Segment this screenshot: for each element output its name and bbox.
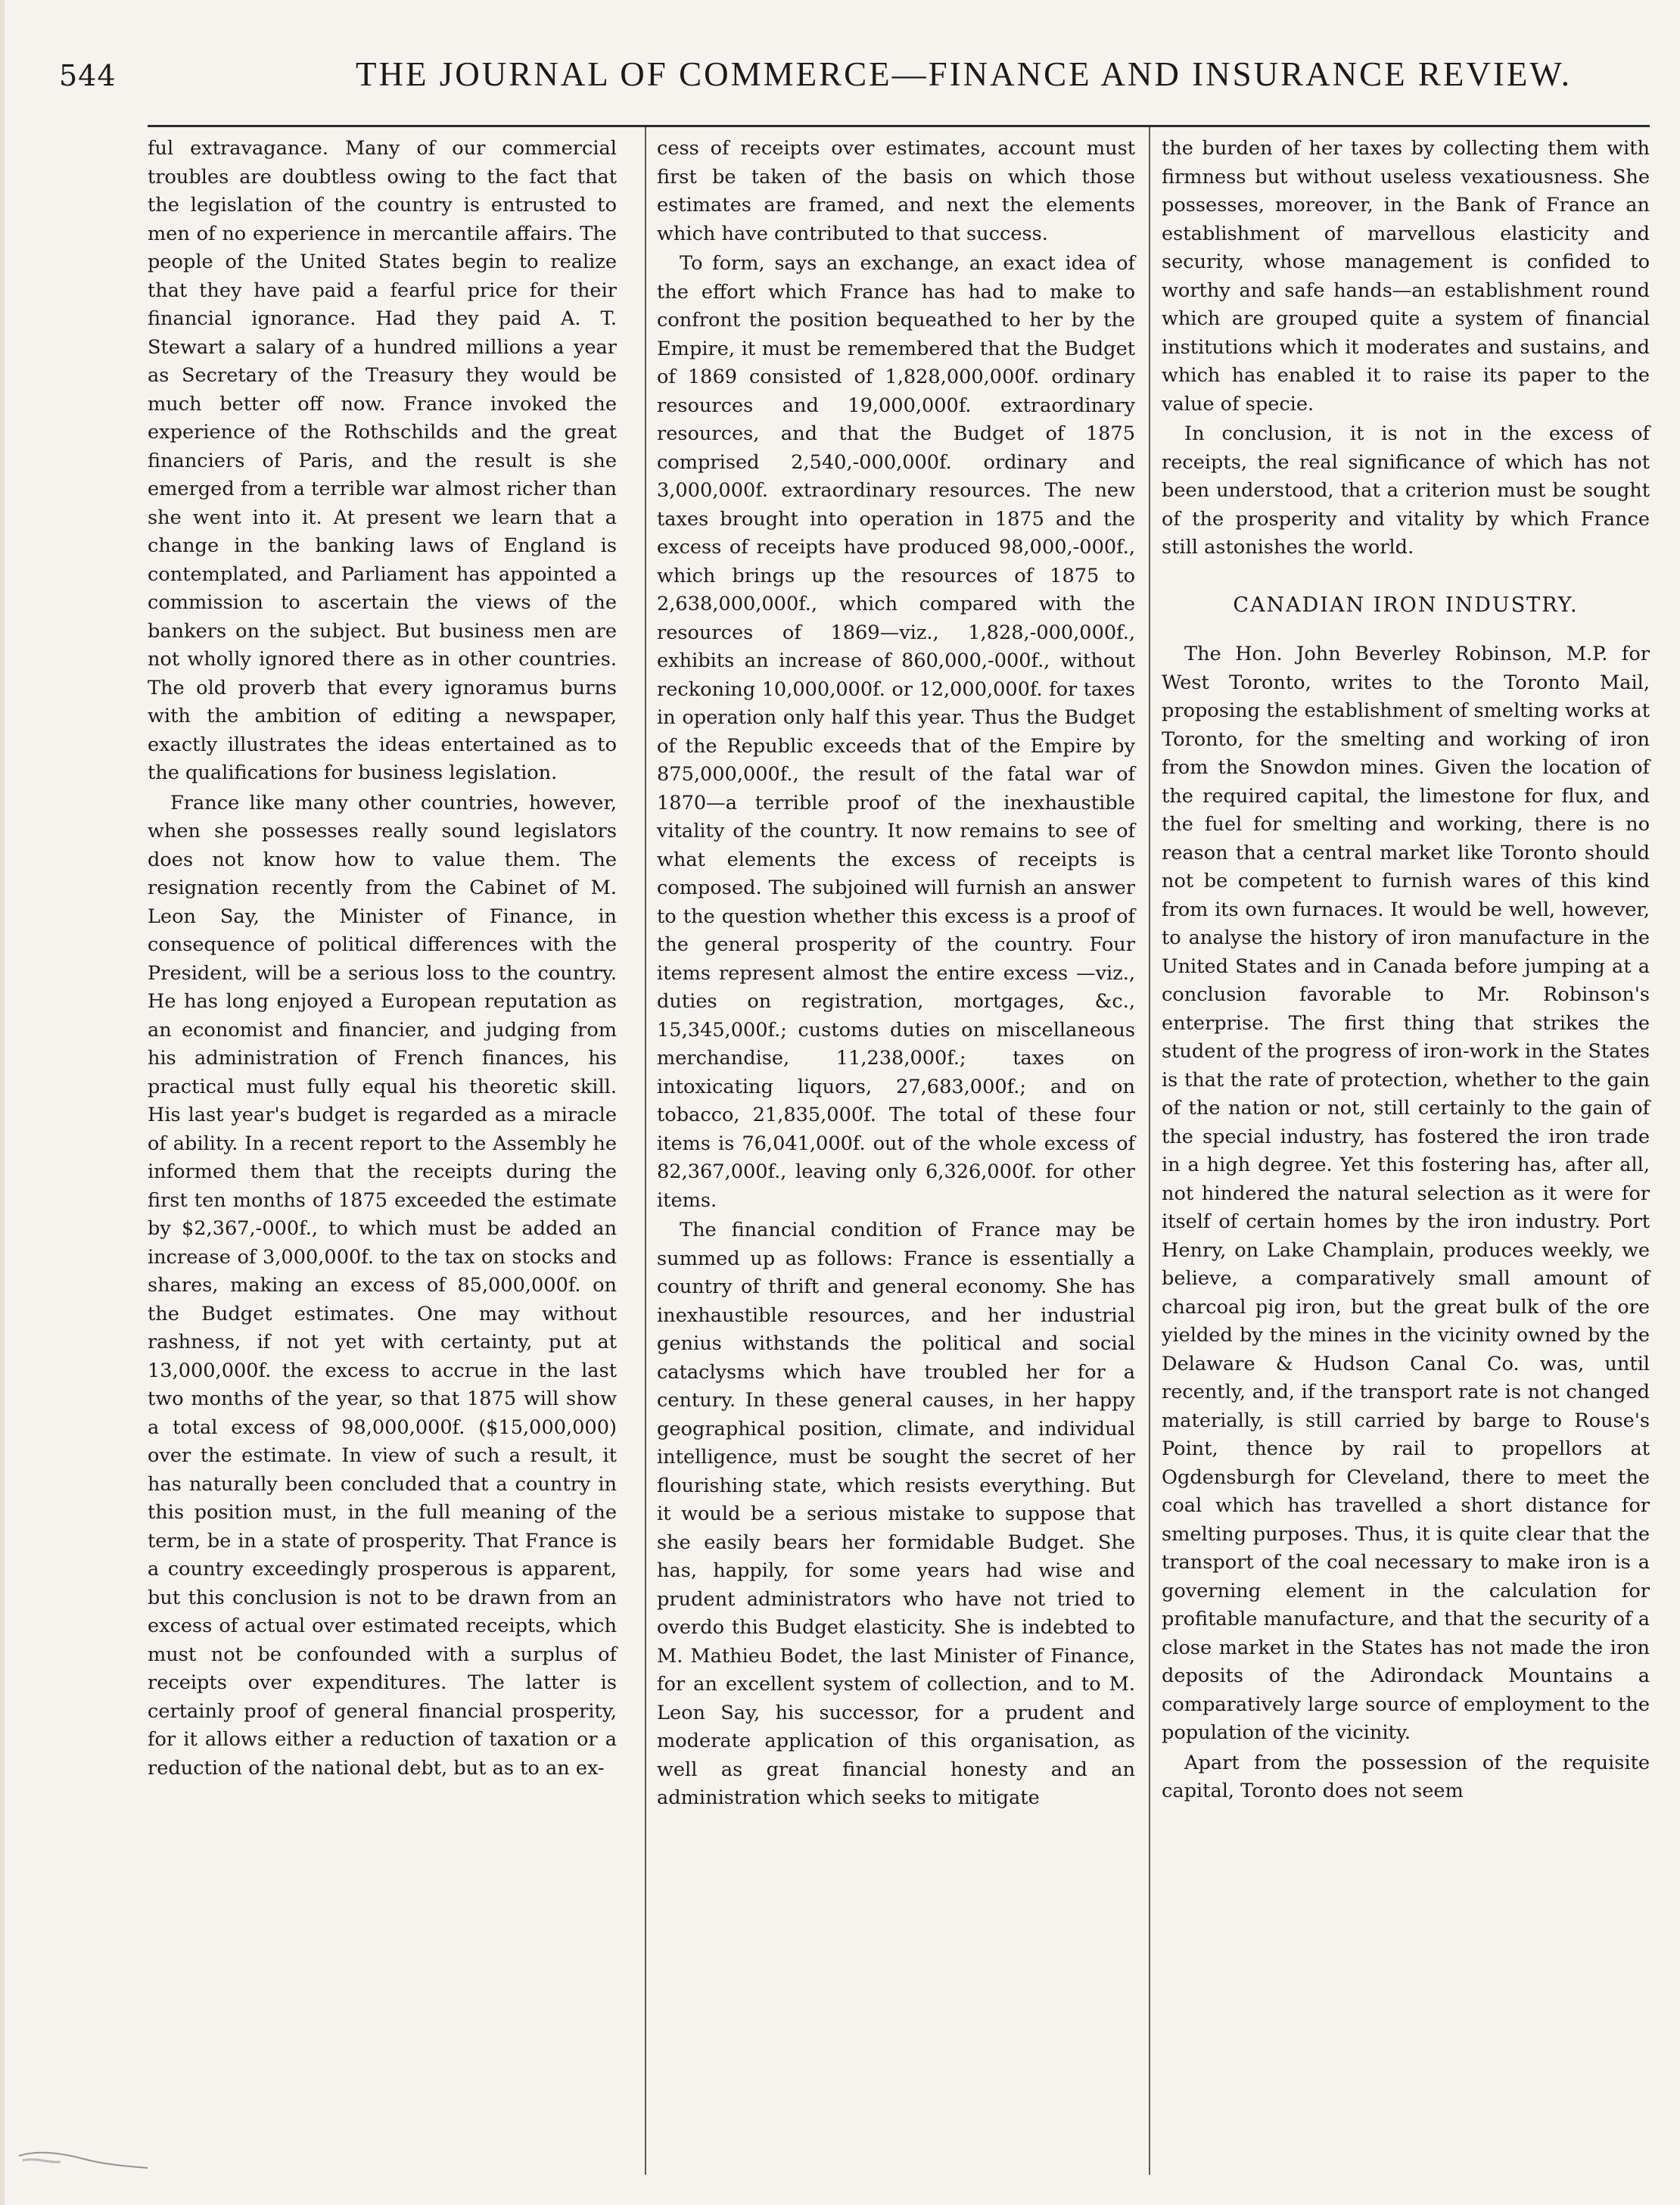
journal-title: THE JOURNAL OF COMMERCE—FINANCE AND INSURANCE REVIEW. [356,55,1572,93]
article-paragraph: To form, says an exchange, an exact idea of the effort which France has had to make to confront the position bequeathed to her by the Empire, it must be remembered that the Budget of 1869 consisted of 1,828,000,000f. ordinary resources and 19,000,000f. extraordinary resources, and that the Budget of 1875 comprised 2,540,-000,000f. ordinary and 3,000,000f. extraordinary resources. The new taxes brought into operation in 1875 and the excess of receipts have produced 98,000,-000f., which brings up the resources of 1875 to 2,638,000,000f., which compared with the resources of 1869—viz., 1,828,-000,000f., exhibits an increase of 860,000,-000f., without reckoning 10,000,000f. or 12,000,000f. for taxes in operation only half this year. Thus the Budget of the Republic exceeds that of the Empire by 875,000,000f., the result of the fatal war of 1870—a terrible proof of the inexhaustible vitality of the country. It now remains to see of what elements the excess of receipts is composed. The subjoined will furnish an answer to the question whether this excess is a proof of the general prosperity of the country. Four items represent almost the entire excess —viz., duties on registration, mortgages, &c., 15,345,000f.; customs duties on miscellaneous merchandise, 11,238,000f.; taxes on intoxicating liquors, 27,683,000f.; and on tobacco, 21,835,000f. The total of these four items is 76,041,000f. out of the whole excess of 82,367,000f., leaving only 6,326,000f. for other items. [657,252,1135,1212]
column-divider [645,125,646,2175]
article-paragraph: cess of receipts over estimates, account must first be taken of the basis on which those estimates are framed, and next the elements which have contributed to that success. [657,137,1135,245]
article-paragraph: The Hon. John Beverley Robinson, M.P. for West Toronto, writes to the Toronto Mail, proposing the establishment of smelting works at Toronto, for the smelting and working of iron from the Snowdon mines. Given the location of the required capital, the limestone for flux, and the fuel for smelting and working, there is no reason that a central market like Toronto should not be competent to furnish wares of this kind from its own furnaces. It would be well, however, to analyse the history of iron manufacture in the United States and in Canada before jumping at a conclusion favorable to Mr. Robinson's enterprise. The first thing that strikes the student of the progress of iron-work in the States is that the rate of protection, whether to the gain of the nation or not, still certainly to the gain of the special industry, has fostered the iron trade in a high degree. Yet this fostering has, after all, not hindered the natural selection as it were for itself of certain homes by the iron industry. Port Henry, on Lake Champlain, produces weekly, we believe, a comparatively small amount of charcoal pig iron, but the great bulk of the ore yielded by the mines in the vicinity owned by the Delaware & Hudson Canal Co. was, until recently, and, if the transport rate is not changed materially, is still carried by barge to Rouse's Point, thence by rail to propellors at Ogdensburgh for Cleveland, there to meet the coal which has travelled a short distance for smelting purposes. Thus, it is quite clear that the transport of the coal necessary to make iron is a governing element in the calculation for profitable manufacture, and that the security of a close market in the States has not made the iron deposits of the Adirondack Mountains a comparatively large source of employment to the population of the vicinity. [1162,643,1650,1744]
header-rule [148,125,1650,127]
article-paragraph: ful extravagance. Many of our commercial troubles are doubtless owing to the fact that the legislation of the country is entrusted to men of no experience in mercantile affairs. The people of the United States begin to realize that they have paid a fearful price for their financial ignorance. Had they paid A. T. Stewart a salary of a hundred millions a year as Secretary of the Treasury they would be much better off now. France invoked the experience of the Rothschilds and the great financiers of Paris, and the result is she emerged from a terrible war almost richer than she went into it. At present we learn that a change in the banking laws of England is contemplated, and Parliament has appointed a commission to ascertain the views of the bankers on the subject. But business men are not wholly ignored there as in other countries. The old proverb that every ignoramus burns with the ambition of editing a newspaper, exactly illustrates the ideas entertained as to the qualifications for business legislation. [148,137,617,784]
page-edge [0,0,5,2205]
article-paragraph: Apart from the possession of the requisite capital, Toronto does not seem [1162,1751,1650,1802]
article-paragraph: In conclusion, it is not in the excess of receipts, the real significance of which has not been understood, that a criterion must be sought of the prosperity and vitality by which France still astonishes the world. [1162,422,1650,559]
article-column-2 [657,135,1135,1813]
article-paragraph: France like many other countries, however, when she possesses really sound legislators does not know how to value them. The resignation recently from the Cabinet of M. Leon Say, the Minister of Finance, in consequence of political differences with the President, will be a serious loss to the country. He has long enjoyed a European reputation as an economist and financier, and judging from his administration of French finances, his practical must fully equal his theoretic skill. His last year's budget is regarded as a miracle of ability. In a recent report to the Assembly he informed them that the receipts during the first ten months of 1875 exceeded the estimate by $2,367,-000f., to which must be added an increase of 3,000,000f. to the tax on stocks and shares, making an excess of 85,000,000f. on the Budget estimates. One may without rashness, if not yet with certainty, put at 13,000,000f. the excess to accrue in the last two months of the year, so that 1875 will show a total excess of 98,000,000f. ($15,000,000) over the estimate. In view of such a result, it has naturally been concluded that a country in this position must, in the full meaning of the term, be in a state of prosperity. That France is a country exceedingly prosperous is apparent, but this conclusion is not to be drawn from an excess of actual over estimated receipts, which must not be confounded with a surplus of receipts over expenditures. The latter is certainly proof of general financial prosperity, for it allows either a reduction of taxation or a reduction of the national debt, but as to an ex- [148,791,617,1780]
section-heading: CANADIAN IRON INDUSTRY. [1233,593,1579,617]
page-number: 544 [59,59,117,92]
page-header [0,55,1680,100]
article-column-3 [1162,135,1650,1806]
article-paragraph: The financial condition of France may be summed up as follows: France is essentially a country of thrift and general economy. She has inexhaustible resources, and her industrial genius withstands the political and social cataclysms which have troubled her for a century. In these general causes, in her happy geographical position, climate, and individual intelligence, must be sought the secret of her flourishing state, which resists everything. But it would be a serious mistake to suppose that she easily bears her formidable Budget. She has, happily, for some years had wise and prudent administrators who have not tried to overdo this Budget elasticity. She is indebted to M. Mathieu Bodet, the last Minister of Finance, for an excellent system of collection, and to M. Leon Say, his successor, for a prudent and moderate application of this organisation, as well as great financial honesty and an administration which seeks to mitigate [657,1219,1135,1809]
article-paragraph: the burden of her taxes by collecting them with firmness but without useless vexatiousness. She possesses, moreover, in the Bank of France an establishment of marvellous elasticity and security, whose management is confided to worthy and safe hands—an establishment round which are grouped quite a system of financial institutions which it moderates and sustains, and which has enabled it to raise its paper to the value of specie. [1162,137,1650,416]
article-column-1 [148,135,617,1783]
column-divider [1149,125,1150,2175]
ink-smudge-icon [15,2142,151,2172]
